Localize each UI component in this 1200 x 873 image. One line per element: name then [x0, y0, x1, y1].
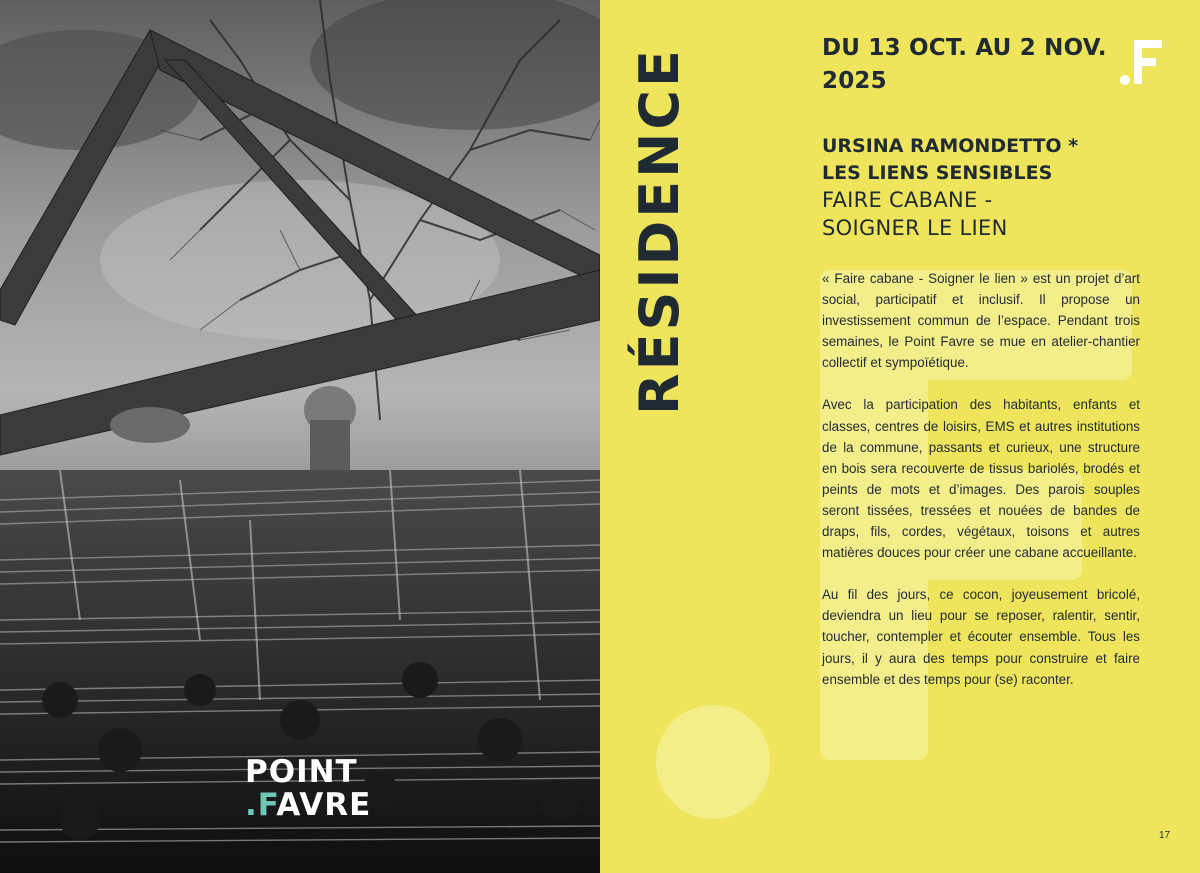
event-dates: DU 13 OCT. AU 2 NOV. 2025	[822, 35, 1107, 94]
decorative-circle	[656, 705, 770, 819]
paragraph: Au fil des jours, ce cocon, joyeusement bricolé, deviendra un lieu pour se reposer, ralentir, sentir, toucher, contempler et écouter ensemble. Tous les jours, il y aura des temps pour construire et faire ensemble et des temps pour (se) raconter.	[822, 587, 1140, 687]
point-favre-f-icon	[1120, 38, 1162, 86]
page-number: 17	[1159, 830, 1171, 841]
logo-line-2-rest: AVRE	[276, 787, 372, 823]
logo-line-1: POINT	[245, 754, 358, 790]
logo-line-2	[245, 789, 371, 822]
project-subtitle	[822, 186, 1152, 242]
point-favre-logo	[245, 756, 371, 822]
artist-name	[822, 133, 1152, 187]
description-text	[822, 268, 1140, 711]
subtitle-line: FAIRE CABANE -	[822, 188, 993, 212]
logo-dot: .	[245, 787, 258, 823]
paragraph: Avec la participation des habitants, enfants et classes, centres de loisirs, EMS et autres institutions de la commune, passants et curieux, une structure en bois sera recouverte de tissus bariolés, brodés et peints de mots et d’images. Des parois souples seront tissées, tressées et nouées de bandes de draps, fils, cordes, végétaux, toisons et autres matières douces pour créer une cabane accueillante.	[822, 397, 1140, 561]
section-title-vertical: RÉSIDENCE	[628, 47, 691, 415]
text-panel	[600, 0, 1200, 873]
artist-line: URSINA RAMONDETTO *	[822, 135, 1079, 157]
subtitle-line: SOIGNER LE LIEN	[822, 216, 1008, 240]
logo-f: F	[257, 787, 277, 823]
artist-line: LES LIENS SENSIBLES	[822, 162, 1053, 184]
paragraph: « Faire cabane - Soigner le lien » est un projet d’art social, participatif et inclusif. Il propose un investissement commun de l’espace. Pendant trois semaines, le Point Favre se mue en atelier-chantier collectif et sympoïétique.	[822, 271, 1140, 371]
